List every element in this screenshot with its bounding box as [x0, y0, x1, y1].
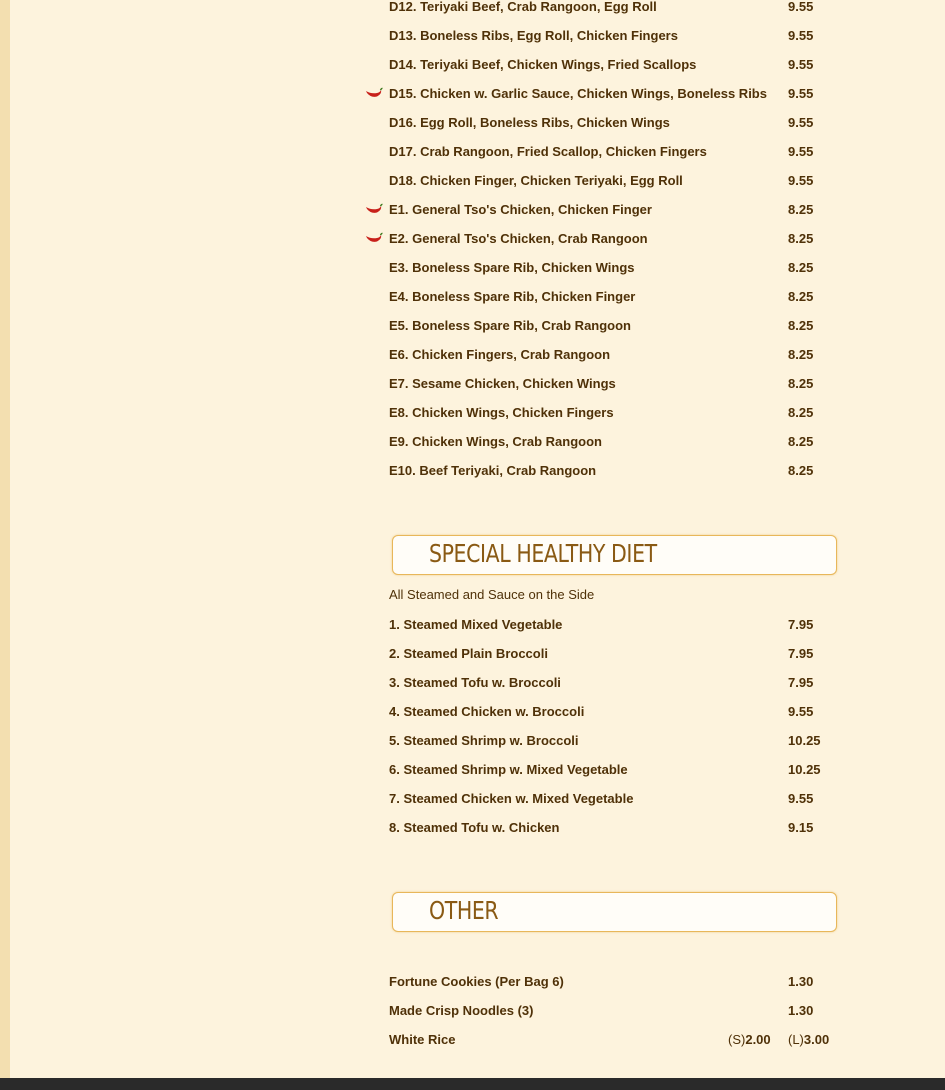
chili-pepper-icon: [365, 232, 383, 244]
section-title: SPECIAL HEALTHY DIET: [429, 539, 657, 568]
item-name: D13. Boneless Ribs, Egg Roll, Chicken Fingers: [389, 28, 678, 43]
item-price: 9.55: [788, 704, 814, 719]
large-price: [788, 1032, 829, 1047]
small-price-value: 2.00: [745, 1032, 771, 1047]
large-price-value: 3.00: [803, 1032, 830, 1047]
small-size-label: (S): [728, 1032, 746, 1047]
item-name: 4. Steamed Chicken w. Broccoli: [389, 704, 585, 719]
menu-item[interactable]: [389, 173, 909, 193]
menu-item[interactable]: [389, 434, 909, 454]
menu-item[interactable]: [389, 144, 909, 164]
menu-item[interactable]: [389, 115, 909, 135]
item-name: D12. Teriyaki Beef, Crab Rangoon, Egg Roll: [389, 0, 657, 14]
section-title: OTHER: [429, 896, 499, 925]
menu-item[interactable]: [389, 376, 909, 396]
item-price: 9.55: [788, 57, 814, 72]
item-name: E1. General Tso's Chicken, Chicken Finger: [389, 202, 652, 217]
item-name: D17. Crab Rangoon, Fried Scallop, Chicken Fingers: [389, 144, 707, 159]
menu-item[interactable]: [389, 0, 909, 19]
item-name: 1. Steamed Mixed Vegetable: [389, 617, 563, 632]
menu-item[interactable]: [389, 646, 909, 666]
item-name: 6. Steamed Shrimp w. Mixed Vegetable: [389, 762, 628, 777]
menu-item[interactable]: [389, 974, 909, 994]
item-price: 8.25: [788, 231, 814, 246]
menu-item[interactable]: [389, 231, 909, 251]
item-name: 7. Steamed Chicken w. Mixed Vegetable: [389, 791, 634, 806]
menu-item[interactable]: [389, 617, 909, 637]
item-name: 3. Steamed Tofu w. Broccoli: [389, 675, 561, 690]
menu-item[interactable]: [389, 791, 909, 811]
item-price: 10.25: [788, 733, 821, 748]
item-price: 9.55: [788, 86, 814, 101]
item-price: 8.25: [788, 260, 814, 275]
menu-item[interactable]: [389, 202, 909, 222]
menu-item[interactable]: [389, 463, 909, 483]
item-price: 9.55: [788, 791, 814, 806]
item-name: Made Crisp Noodles (3): [389, 1003, 534, 1018]
item-price: 8.25: [788, 318, 814, 333]
item-name: 2. Steamed Plain Broccoli: [389, 646, 548, 661]
item-name: D16. Egg Roll, Boneless Ribs, Chicken Wings: [389, 115, 670, 130]
item-name: E8. Chicken Wings, Chicken Fingers: [389, 405, 614, 420]
item-name: E6. Chicken Fingers, Crab Rangoon: [389, 347, 611, 362]
menu-item[interactable]: [389, 704, 909, 724]
item-name: D18. Chicken Finger, Chicken Teriyaki, Egg Roll: [389, 173, 683, 188]
item-name: E5. Boneless Spare Rib, Crab Rangoon: [389, 318, 631, 333]
item-price: 1.30: [788, 974, 814, 989]
menu-item-white-rice[interactable]: [389, 1032, 909, 1052]
menu-item[interactable]: [389, 260, 909, 280]
item-name: E10. Beef Teriyaki, Crab Rangoon: [389, 463, 597, 478]
item-name: 8. Steamed Tofu w. Chicken: [389, 820, 560, 835]
item-name: E3. Boneless Spare Rib, Chicken Wings: [389, 260, 635, 275]
menu-item[interactable]: [389, 405, 909, 425]
item-price: 9.55: [788, 115, 814, 130]
chili-pepper-icon: [365, 87, 383, 99]
item-price: 8.25: [788, 376, 814, 391]
item-price: 7.95: [788, 617, 814, 632]
item-price: 9.55: [788, 173, 814, 188]
item-name: E9. Chicken Wings, Crab Rangoon: [389, 434, 602, 449]
section-header-other: [392, 892, 837, 932]
menu-item[interactable]: [389, 675, 909, 695]
item-price: 10.25: [788, 762, 821, 777]
item-name: E7. Sesame Chicken, Chicken Wings: [389, 376, 616, 391]
item-price: 9.55: [788, 28, 814, 43]
section-header-healthy-diet: [392, 535, 837, 575]
menu-item[interactable]: [389, 733, 909, 753]
item-price: 8.25: [788, 463, 814, 478]
section-note: All Steamed and Sauce on the Side: [389, 587, 595, 602]
menu-item[interactable]: [389, 762, 909, 782]
item-name: Fortune Cookies (Per Bag 6): [389, 974, 564, 989]
menu-item[interactable]: [389, 820, 909, 840]
item-name: D15. Chicken w. Garlic Sauce, Chicken Wings, Boneless Ribs: [389, 86, 767, 101]
menu-item[interactable]: [389, 1003, 909, 1023]
item-price: 1.30: [788, 1003, 814, 1018]
small-price: [728, 1032, 771, 1047]
footer-bar: [0, 1078, 945, 1090]
menu-item[interactable]: [389, 318, 909, 338]
item-price: 8.25: [788, 405, 814, 420]
menu-item[interactable]: [389, 28, 909, 48]
item-price: 7.95: [788, 646, 814, 661]
item-price: 8.25: [788, 347, 814, 362]
menu-item[interactable]: [389, 57, 909, 77]
item-name: White Rice: [389, 1032, 456, 1047]
item-price: 8.25: [788, 202, 814, 217]
menu-item[interactable]: [389, 86, 909, 106]
large-size-label: (L): [788, 1032, 804, 1047]
item-price: 9.55: [788, 0, 814, 14]
item-price: 9.55: [788, 144, 814, 159]
item-name: 5. Steamed Shrimp w. Broccoli: [389, 733, 579, 748]
item-name: E4. Boneless Spare Rib, Chicken Finger: [389, 289, 636, 304]
chili-pepper-icon: [365, 203, 383, 215]
item-price: 7.95: [788, 675, 814, 690]
item-price: 8.25: [788, 289, 814, 304]
menu-item[interactable]: [389, 289, 909, 309]
menu-item[interactable]: [389, 347, 909, 367]
item-price: 8.25: [788, 434, 814, 449]
left-decorative-stripe: [0, 0, 10, 1078]
item-price: 9.15: [788, 820, 814, 835]
item-name: D14. Teriyaki Beef, Chicken Wings, Fried Scallops: [389, 57, 697, 72]
item-name: E2. General Tso's Chicken, Crab Rangoon: [389, 231, 648, 246]
